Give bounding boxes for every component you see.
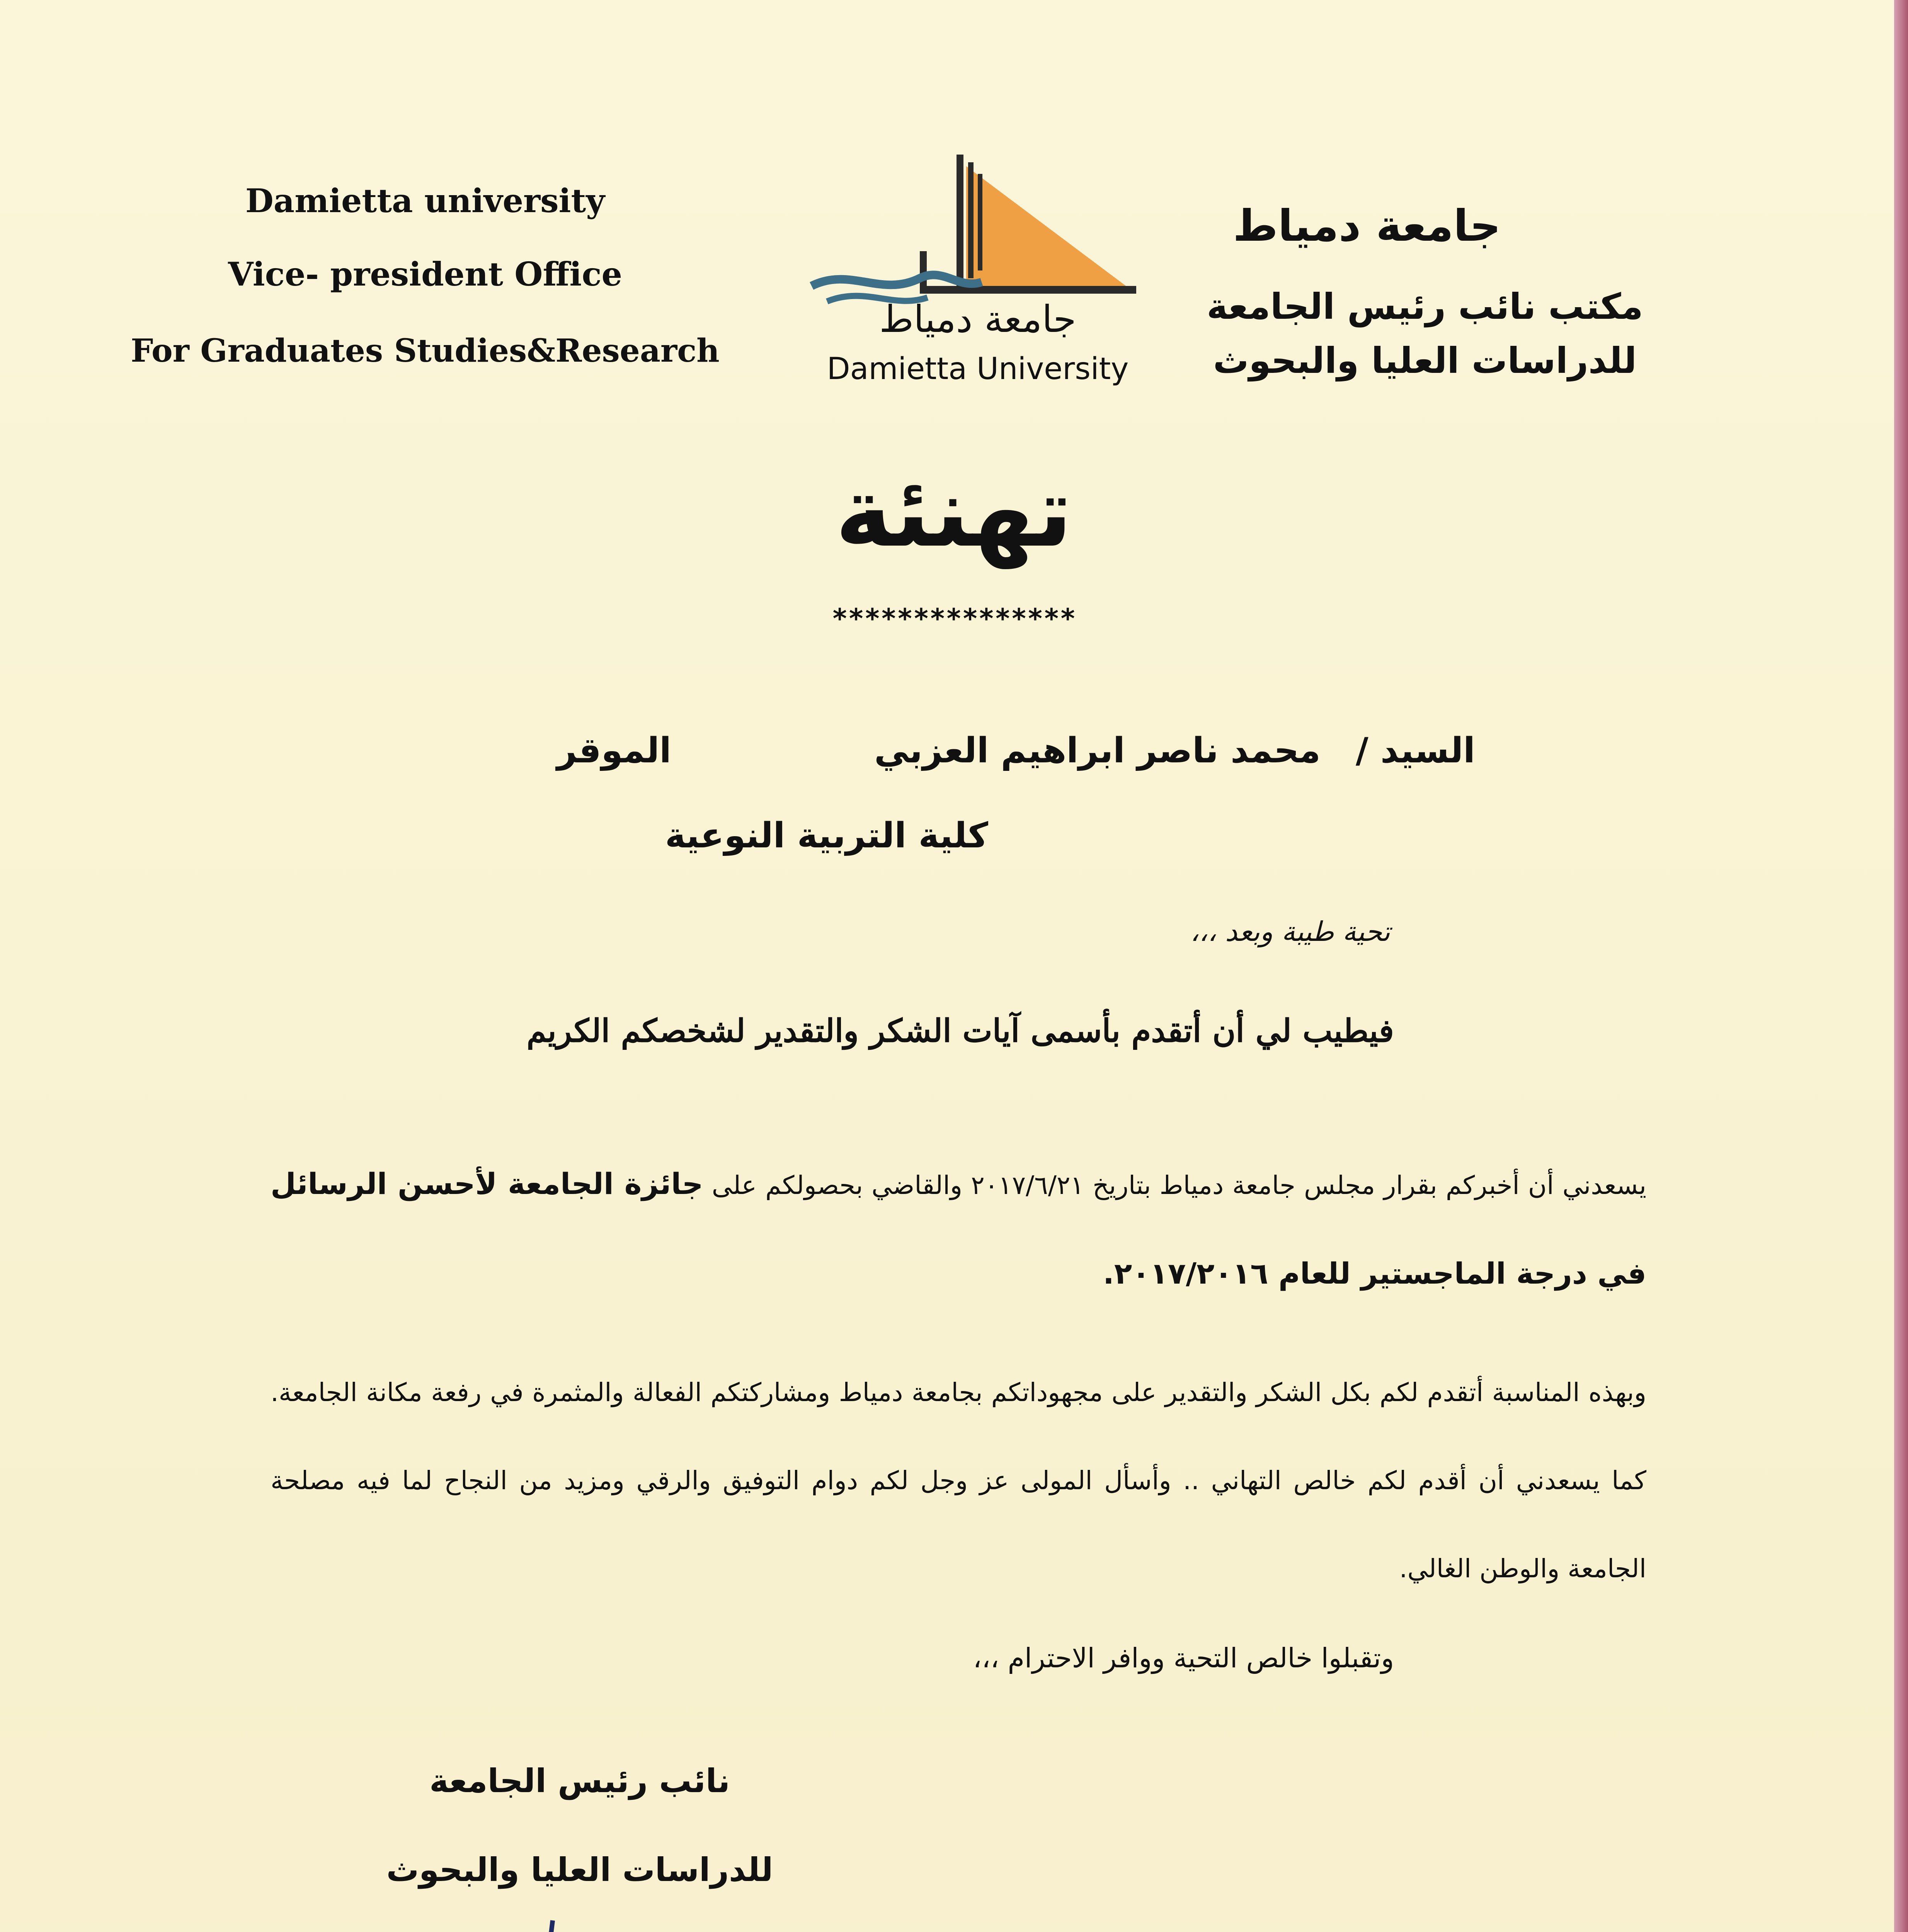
opening-line: فيطيب لي أن أتقدم بأسمى آيات الشكر والتقدير لشخصكم الكريم	[526, 1012, 1394, 1049]
header-arabic-line2: مكتب نائب رئيس الجامعة	[1207, 286, 1643, 327]
greeting-text: تحية طيبة وبعد ،،،	[1190, 916, 1390, 947]
logo-english-text: Damietta University	[827, 352, 1129, 386]
recipient-name: محمد ناصر ابراهيم العزبي	[874, 730, 1321, 771]
page-title: تهنئة	[835, 456, 1073, 568]
page-edge	[1894, 0, 1908, 1932]
paragraph-thanks: وبهذه المناسبة أتقدم لكم بكل الشكر والتقدير على مجهوداتكم بجامعة دمياط ومشاركتكم الفعالة والمثمرة في رفعة مكانة الجامعة. كما يسعدني أن أقدم لكم خالص التهاني .. وأسأل المولى عز وجل لكم دوام التوفيق والرقي ومزيد من النجاح لما فيه مصلحة الجامعة والوطن الغالي.	[271, 1378, 1646, 1583]
recipient-salutation: السيد /	[1355, 730, 1475, 771]
header-english-line1: Damietta university	[245, 182, 605, 220]
closing-line: وتقبلوا خالص التحية ووافر الاحترام ،،،	[973, 1642, 1394, 1674]
recipient-honorific: الموقر	[557, 730, 671, 771]
paragraph-award-text: يسعدني أن أخبركم بقرار مجلس جامعة دمياط بتاريخ ٢٠١٧/٦/٢١ والقاضي بحصولكم على	[711, 1170, 1647, 1200]
header-english-line2: Vice- president Office	[228, 255, 622, 293]
header-arabic-line3: للدراسات العليا والبحوث	[1213, 340, 1637, 381]
paragraph-award	[271, 1140, 1646, 1319]
university-logo	[804, 151, 1152, 398]
handwritten-signature	[444, 1905, 638, 1932]
signature-title-line2: للدراسات العليا والبحوث	[386, 1851, 773, 1889]
header-arabic-line1: جامعة دمياط	[1233, 201, 1501, 251]
signature-title-line1: نائب رئيس الجامعة	[429, 1762, 730, 1800]
recipient-faculty: كلية التربية النوعية	[665, 815, 988, 856]
logo-arabic-text: جامعة دمياط	[879, 298, 1076, 341]
paragraph-award-highlight: جائزة الجامعة لأحسن الرسائل في درجة الماجستير للعام ٢٠١٧/٢٠١٦.	[271, 1167, 1646, 1291]
title-stars: ***************	[831, 603, 1076, 634]
header-english-line3: For Graduates Studies&Research	[131, 332, 720, 369]
